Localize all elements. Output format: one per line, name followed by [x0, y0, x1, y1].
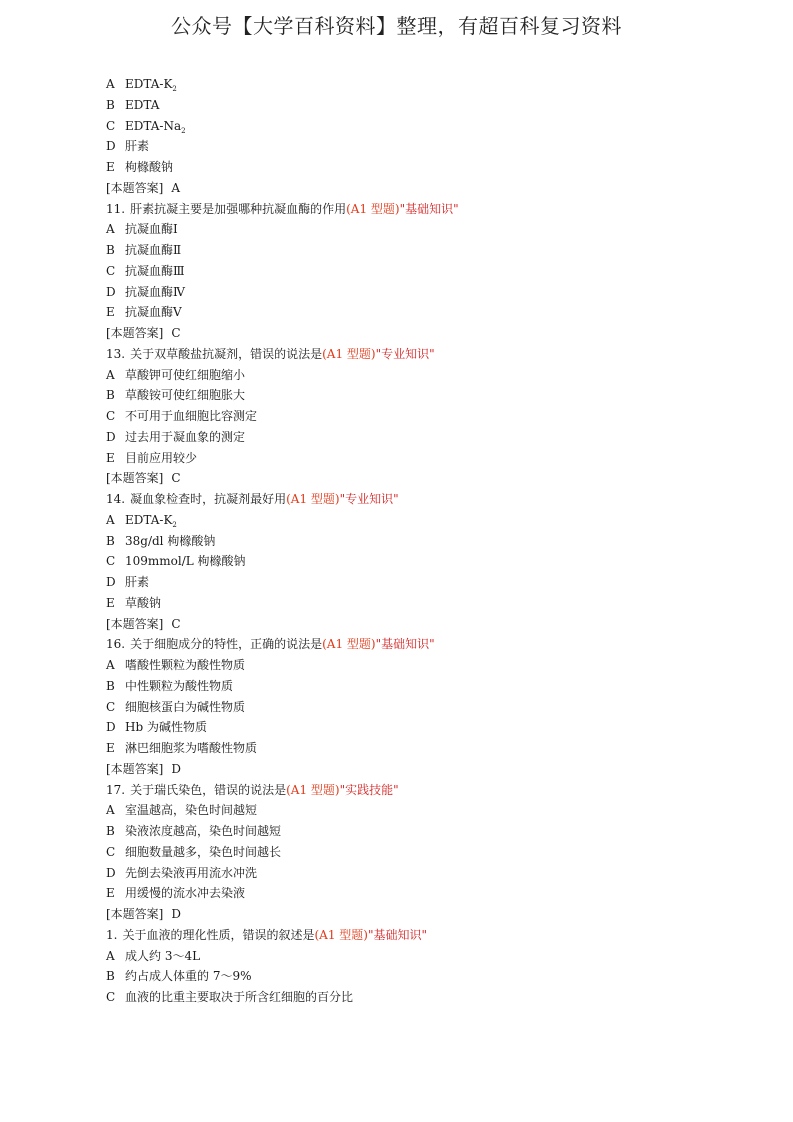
option-letter: E — [106, 160, 115, 174]
option-letter: C — [106, 699, 116, 714]
option-letter: D — [106, 284, 116, 299]
option-text: 嗜酸性颗粒为酸性物质 — [125, 658, 246, 672]
question-text: 关于血液的理化性质，错误的叙述是 — [122, 927, 315, 942]
question-list — [106, 74, 766, 1008]
answer-line — [106, 323, 766, 344]
option-line — [106, 717, 766, 738]
option-line — [106, 800, 766, 821]
question-category-tag: "专业知识" — [375, 346, 435, 361]
question-line — [106, 780, 766, 801]
option-text: 草酸铵可使红细胞胀大 — [125, 388, 246, 403]
option-letter: D — [106, 720, 116, 735]
option-letter: E — [106, 595, 115, 610]
option-line — [106, 240, 766, 261]
option-line — [106, 157, 766, 178]
option-letter: B — [106, 243, 115, 257]
option-text: 枸橼酸钠 — [125, 160, 174, 174]
option-text: 细胞核蛋白为碱性物质 — [125, 699, 246, 714]
answer-value: D — [171, 761, 181, 776]
answer-value: C — [171, 326, 181, 340]
question-type: (A1 型题) — [286, 492, 340, 506]
option-line — [106, 282, 766, 303]
option-line — [106, 95, 766, 116]
option-text: 淋巴细胞浆为嗜酸性物质 — [125, 741, 258, 755]
answer-label: [本题答案] — [106, 180, 164, 195]
option-letter: A — [106, 367, 115, 382]
option-line — [106, 883, 766, 904]
option-line — [106, 676, 766, 697]
question-line — [106, 634, 766, 655]
option-line — [106, 510, 766, 531]
answer-label: [本题答案] — [106, 616, 164, 631]
option-letter: A — [106, 222, 115, 237]
option-letter: C — [106, 844, 116, 859]
answer-value: C — [171, 616, 181, 631]
option-letter: D — [106, 575, 116, 589]
question-category-tag: "实践技能" — [339, 782, 399, 797]
question-category-tag: "基础知识" — [375, 637, 435, 652]
option-line — [106, 987, 766, 1008]
option-text: 约占成人体重的 7～9% — [125, 969, 252, 984]
option-line — [106, 551, 766, 572]
option-text: 不可用于血细胞比容测定 — [125, 409, 258, 423]
option-line — [106, 966, 766, 987]
option-text: 抗凝血酶Ⅲ — [125, 263, 185, 278]
answer-line — [106, 759, 766, 780]
option-letter: A — [106, 803, 115, 818]
option-letter: D — [106, 865, 116, 880]
option-letter: B — [106, 388, 115, 403]
option-letter: E — [106, 450, 115, 465]
question-number: 16. — [106, 637, 126, 652]
option-text: EDTA — [125, 97, 160, 112]
answer-line — [106, 468, 766, 489]
option-text: 抗凝血酶Ⅰ — [125, 222, 178, 237]
option-text: 目前应用较少 — [125, 450, 198, 465]
option-line — [106, 427, 766, 448]
option-letter: A — [106, 512, 115, 527]
answer-label: [本题答案] — [106, 907, 164, 921]
answer-value: A — [171, 180, 181, 195]
option-text: 38g/dl 枸橼酸钠 — [125, 533, 216, 548]
option-text: 草酸钠 — [125, 595, 162, 610]
option-text: EDTA-K — [125, 512, 173, 527]
option-subscript: 2 — [181, 126, 186, 135]
option-line — [106, 219, 766, 240]
option-letter: B — [106, 824, 115, 838]
question-type: (A1 型题) — [346, 201, 400, 216]
option-letter: E — [106, 886, 115, 901]
option-line — [106, 406, 766, 427]
option-line — [106, 531, 766, 552]
option-line — [106, 572, 766, 593]
question-text: 关于细胞成分的特性，正确的说法是 — [130, 637, 323, 652]
answer-label: [本题答案] — [106, 471, 164, 486]
answer-line — [106, 178, 766, 199]
option-text: 抗凝血酶Ⅳ — [125, 284, 185, 299]
option-line — [106, 946, 766, 967]
option-line — [106, 821, 766, 842]
question-number: 1. — [106, 927, 118, 942]
question-text: 凝血象检查时，抗凝剂最好用 — [130, 492, 287, 506]
option-letter: B — [106, 533, 115, 548]
answer-value: C — [171, 471, 181, 486]
question-number: 11. — [106, 201, 126, 216]
question-number: 17. — [106, 782, 126, 797]
option-text: 用缓慢的流水冲去染液 — [125, 886, 246, 901]
option-text: 草酸钾可使红细胞缩小 — [125, 367, 246, 382]
question-line — [106, 199, 766, 220]
option-letter: B — [106, 678, 115, 693]
option-text: 中性颗粒为酸性物质 — [125, 678, 234, 693]
option-letter: D — [106, 139, 116, 154]
option-subscript: 2 — [172, 520, 177, 529]
option-letter: C — [106, 118, 116, 133]
option-line — [106, 385, 766, 406]
option-letter: B — [106, 969, 115, 984]
question-type: (A1 型题) — [322, 637, 376, 652]
option-line — [106, 448, 766, 469]
option-line — [106, 738, 766, 759]
question-category-tag: "基础知识" — [367, 927, 427, 942]
page-header-title: 公众号【大学百科资料】整理，有超百科复习资料 — [171, 14, 622, 38]
option-text: EDTA-Na — [125, 118, 182, 133]
answer-line — [106, 614, 766, 635]
answer-label: [本题答案] — [106, 761, 164, 776]
question-type: (A1 型题) — [322, 346, 376, 361]
option-line — [106, 261, 766, 282]
question-line — [106, 489, 766, 510]
option-letter: C — [106, 554, 116, 569]
option-text: EDTA-K — [125, 77, 173, 91]
option-letter: C — [106, 263, 116, 278]
question-type: (A1 型题) — [286, 782, 340, 797]
option-letter: B — [106, 97, 115, 112]
answer-label: [本题答案] — [106, 326, 164, 340]
answer-line — [106, 904, 766, 925]
option-text: 抗凝血酶Ⅱ — [125, 243, 182, 257]
option-line — [106, 842, 766, 863]
option-text: 染液浓度越高，染色时间越短 — [125, 824, 282, 838]
option-text: 109mmol/L 枸橼酸钠 — [125, 554, 246, 569]
option-text: 抗凝血酶Ⅴ — [125, 305, 182, 320]
answer-value: D — [171, 907, 181, 921]
option-letter: D — [106, 429, 116, 444]
option-line — [106, 863, 766, 884]
option-text: 肝素 — [125, 575, 150, 589]
option-letter: A — [106, 77, 115, 91]
question-text: 关于瑞氏染色，错误的说法是 — [130, 782, 287, 797]
question-category-tag: "专业知识" — [339, 492, 399, 506]
question-category-tag: "基础知识" — [399, 201, 459, 216]
option-letter: A — [106, 948, 115, 963]
option-text: 室温越高，染色时间越短 — [125, 803, 258, 818]
option-text: 过去用于凝血象的测定 — [125, 429, 246, 444]
option-letter: A — [106, 658, 115, 672]
option-line — [106, 697, 766, 718]
option-line — [106, 74, 766, 95]
option-text: 细胞数量越多，染色时间越长 — [125, 844, 282, 859]
option-text: 先倒去染液再用流水冲洗 — [125, 865, 258, 880]
question-number: 14. — [106, 492, 126, 506]
option-line — [106, 655, 766, 676]
option-line — [106, 302, 766, 323]
option-text: 成人约 3～4L — [125, 948, 201, 963]
option-text: Hb 为碱性物质 — [125, 720, 207, 735]
option-text: 血液的比重主要取决于所含红细胞的百分比 — [125, 990, 354, 1004]
option-line — [106, 116, 766, 137]
option-letter: E — [106, 305, 115, 320]
option-text: 肝素 — [125, 139, 150, 154]
option-letter: C — [106, 409, 116, 423]
question-text: 肝素抗凝主要是加强哪种抗凝血酶的作用 — [130, 201, 347, 216]
question-text: 关于双草酸盐抗凝剂，错误的说法是 — [130, 346, 323, 361]
option-letter: E — [106, 741, 115, 755]
question-line — [106, 925, 766, 946]
question-line — [106, 344, 766, 365]
option-line — [106, 136, 766, 157]
option-line — [106, 593, 766, 614]
option-letter: C — [106, 990, 116, 1004]
question-type: (A1 型题) — [314, 927, 368, 942]
option-line — [106, 365, 766, 386]
question-number: 13. — [106, 346, 126, 361]
option-subscript: 2 — [172, 85, 177, 93]
